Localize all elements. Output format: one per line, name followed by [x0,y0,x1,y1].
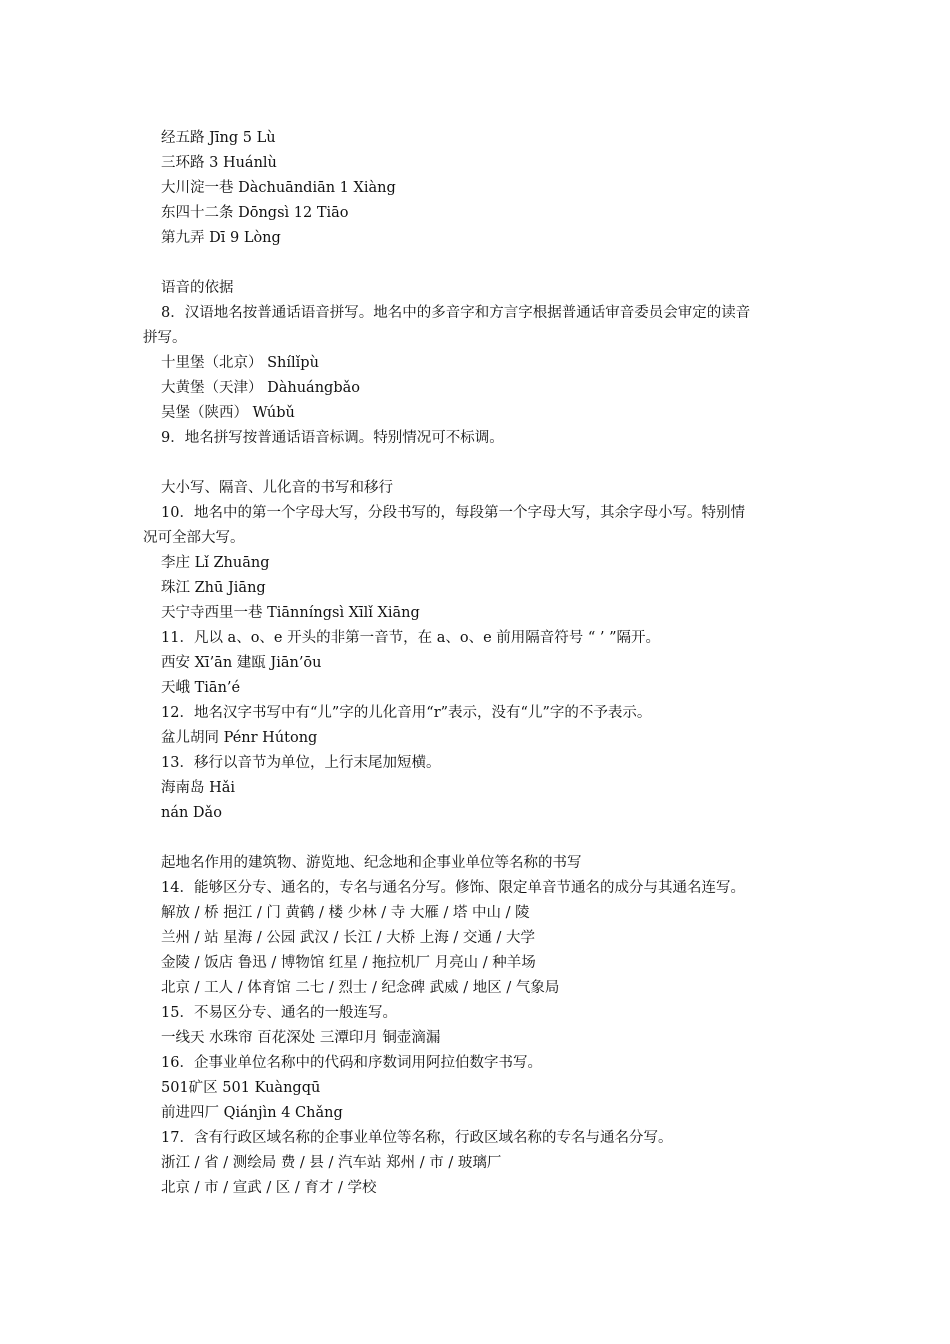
text-line: 北京 / 工人 / 体育馆 二七 / 烈士 / 纪念碑 武威 / 地区 / 气象局 [161,980,560,996]
text-line: 李庄 Lǐ Zhuāng [161,555,270,571]
document-body [0,126,950,1201]
text-line: 起地名作用的建筑物、游览地、纪念地和企事业单位等名称的书写 [161,855,582,871]
text-line: 8．汉语地名按普通话语音拼写。地名中的多音字和方言字根据普通话审音委员会审定的读音 [161,305,751,321]
blank-line [0,251,950,276]
text-line: 501矿区 501 Kuàngqū [161,1080,321,1096]
blank-line [0,826,950,851]
text-line: 9．地名拼写按普通话语音标调。特别情况可不标调。 [161,430,504,446]
text-line: 15．不易区分专、通名的一般连写。 [161,1005,397,1021]
text-line: 况可全部大写。 [143,530,245,546]
text-line: 三环路 3 Huánlù [161,155,277,171]
text-line: 天峨 Tiān’é [161,680,241,696]
text-line: 金陵 / 饭店 鲁迅 / 博物馆 红星 / 拖拉机厂 月亮山 / 种羊场 [161,955,536,971]
text-line: 珠江 Zhū Jiāng [161,580,266,596]
text-line: 盆儿胡同 Pénr Hútong [161,730,318,746]
text-line: 11．凡以 a、o、e 开头的非第一音节，在 a、o、e 前用隔音符号 “ ’ ”隔开。 [161,630,661,646]
text-line: 吴堡（陕西） Wúbǔ [161,405,295,421]
text-line: 一线天 水珠帘 百花深处 三潭印月 铜壶滴漏 [161,1030,441,1046]
text-line: 海南岛 Hǎi [161,780,236,796]
text-line: 北京 / 市 / 宣武 / 区 / 育才 / 学校 [161,1180,377,1196]
text-line: 大黄堡（天津） Dàhuángbǎo [161,380,360,396]
text-line: nán Dǎo [161,805,222,821]
text-line: 大小写、隔音、儿化音的书写和移行 [161,480,393,496]
text-line: 兰州 / 站 星海 / 公园 武汉 / 长江 / 大桥 上海 / 交通 / 大学 [161,930,535,946]
blank-line [0,451,950,476]
text-line: 17．含有行政区域名称的企事业单位等名称，行政区域名称的专名与通名分写。 [161,1130,673,1146]
text-line: 经五路 Jīng 5 Lù [161,130,276,146]
text-line: 十里堡（北京） Shílǐpù [161,355,319,371]
text-line: 13．移行以音节为单位，上行末尾加短横。 [161,755,441,771]
text-line: 12．地名汉字书写中有“儿”字的儿化音用“r”表示，没有“儿”字的不予表示。 [161,705,652,721]
text-line: 浙江 / 省 / 测绘局 费 / 县 / 汽车站 郑州 / 市 / 玻璃厂 [161,1155,502,1171]
text-line: 10．地名中的第一个字母大写，分段书写的，每段第一个字母大写，其余字母小写。特别情 [161,505,745,521]
text-line: 拼写。 [143,330,187,346]
text-line: 天宁寺西里一巷 Tiānníngsì Xīlǐ Xiāng [161,605,420,621]
text-line: 解放 / 桥 挹江 / 门 黄鹤 / 楼 少林 / 寺 大雁 / 塔 中山 / 陵 [161,905,530,921]
text-line: 16．企事业单位名称中的代码和序数词用阿拉伯数字书写。 [161,1055,542,1071]
text-line: 大川淀一巷 Dàchuāndiān 1 Xiàng [161,180,396,196]
text-line: 14．能够区分专、通名的，专名与通名分写。修饰、限定单音节通名的成分与其通名连写。 [161,880,745,896]
text-line: 西安 Xī’ān 建瓯 Jiān’ōu [161,655,322,671]
text-line: 前进四厂 Qiánjìn 4 Chǎng [161,1105,343,1121]
text-line: 语音的依据 [161,280,234,296]
text-line: 东四十二条 Dōngsì 12 Tiāo [161,205,349,221]
text-line: 第九弄 Dī 9 Lòng [161,230,281,246]
